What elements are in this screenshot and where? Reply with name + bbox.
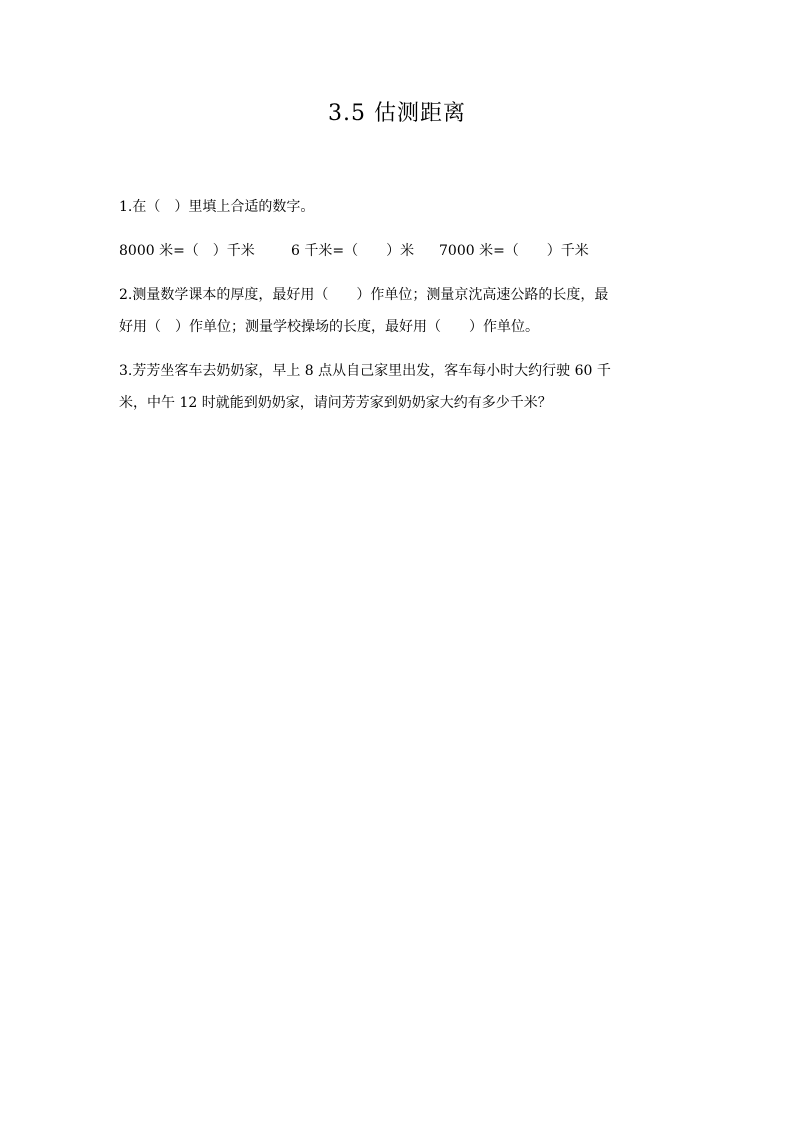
page-title: 3.5 估测距离 [328, 101, 466, 126]
question-2-line-1: 2.测量数学课本的厚度，最好用（ ）作单位；测量京沈高速公路的长度，最 [119, 287, 609, 303]
question-2-line-2: 好用（ ）作单位；测量学校操场的长度，最好用（ ）作单位。 [119, 319, 539, 335]
question-3-line-1: 3.芳芳坐客车去奶奶家，早上 8 点从自己家里出发，客车每小时大约行驶 60 千 [119, 363, 611, 379]
question-1-prompt: 1.在（ ）里填上合适的数字。 [119, 199, 315, 215]
question-3-line-2: 米，中午 12 时就能到奶奶家，请问芳芳家到奶奶家大约有多少千米？ [119, 395, 552, 411]
question-1-item-1: 8000 米=（ ）千米 [119, 243, 255, 259]
question-1-item-3: 7000 米=（ ）千米 [439, 243, 589, 259]
question-1-item-2: 6 千米=（ ）米 [291, 243, 415, 259]
question-1-items [119, 241, 685, 261]
